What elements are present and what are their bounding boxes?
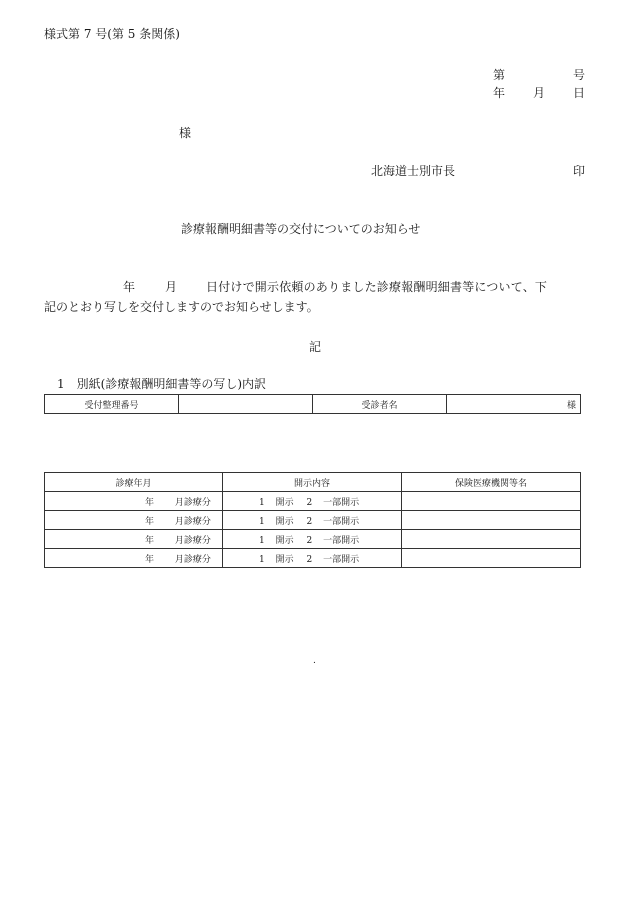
footer-mark: . — [313, 656, 316, 666]
detail-header-row — [45, 473, 581, 492]
table-row — [45, 530, 581, 549]
option-2-label: 一部開示 — [323, 497, 360, 508]
option-2-number: 2 — [306, 554, 313, 565]
body-month: 月 — [165, 280, 178, 294]
body-line1: 日付けで開示依頼のありました診療報酬明細書等について、下 — [206, 280, 548, 294]
row-year: 年 — [145, 516, 155, 527]
row-month-label: 月診療分 — [174, 535, 211, 546]
body-line2: 記のとおり写しを交付しますのでお知らせします。 — [44, 300, 319, 314]
sender-name: 北海道士別市長 — [371, 164, 456, 178]
info-table — [44, 394, 581, 414]
row-year: 年 — [145, 554, 155, 565]
option-1-number: 1 — [259, 497, 265, 508]
table-row — [45, 549, 581, 568]
row-month-label: 月診療分 — [174, 554, 211, 565]
doc-number-dai: 第 — [493, 68, 506, 82]
option-1-label: 開示 — [275, 516, 294, 527]
section1-heading: 1 別紙(診療報酬明細書等の写し)内訳 — [57, 377, 266, 391]
date-year: 年 — [493, 86, 506, 100]
option-2-label: 一部開示 — [323, 535, 360, 546]
header-kaiji-naiyo: 開示内容 — [223, 473, 402, 492]
table-row — [45, 492, 581, 511]
option-2-number: 2 — [306, 497, 313, 508]
option-2-number: 2 — [306, 516, 313, 527]
row-institution-cell[interactable] — [402, 492, 581, 511]
row-institution-cell[interactable] — [402, 511, 581, 530]
addressee-sama: 様 — [179, 126, 192, 140]
receipt-number-label: 受付整理番号 — [45, 395, 179, 414]
sender-seal: 印 — [573, 164, 586, 178]
row-year: 年 — [145, 497, 155, 508]
row-month-label: 月診療分 — [174, 497, 211, 508]
row-disclosure-cell[interactable] — [223, 530, 402, 549]
receipt-number-value[interactable] — [179, 395, 313, 414]
option-1-number: 1 — [259, 516, 265, 527]
option-2-number: 2 — [306, 535, 313, 546]
header-shinryo-nengetsu: 診療年月 — [45, 473, 223, 492]
date-month: 月 — [533, 86, 546, 100]
option-1-number: 1 — [259, 554, 265, 565]
option-1-number: 1 — [259, 535, 265, 546]
patient-name-suffix[interactable]: 様 — [447, 395, 581, 414]
row-year: 年 — [145, 535, 155, 546]
option-1-label: 開示 — [275, 497, 294, 508]
option-1-label: 開示 — [275, 535, 294, 546]
row-month-label: 月診療分 — [174, 516, 211, 527]
document-title: 診療報酬明細書等の交付についてのお知らせ — [181, 222, 421, 236]
row-month-cell[interactable] — [45, 511, 223, 530]
row-month-cell[interactable] — [45, 530, 223, 549]
body-year: 年 — [123, 280, 136, 294]
row-disclosure-cell[interactable] — [223, 511, 402, 530]
row-disclosure-cell[interactable] — [223, 549, 402, 568]
row-institution-cell[interactable] — [402, 549, 581, 568]
form-number: 様式第 7 号(第 5 条関係) — [44, 27, 180, 41]
header-hoken-iryo-kikan: 保険医療機関等名 — [402, 473, 581, 492]
detail-table — [44, 472, 581, 568]
row-month-cell[interactable] — [45, 549, 223, 568]
info-row — [45, 395, 581, 414]
patient-name-label: 受診者名 — [313, 395, 447, 414]
table-row — [45, 511, 581, 530]
option-2-label: 一部開示 — [323, 516, 360, 527]
doc-number-go: 号 — [573, 68, 586, 82]
row-institution-cell[interactable] — [402, 530, 581, 549]
option-2-label: 一部開示 — [323, 554, 360, 565]
row-month-cell[interactable] — [45, 492, 223, 511]
ki-mark: 記 — [309, 340, 322, 354]
row-disclosure-cell[interactable] — [223, 492, 402, 511]
date-day: 日 — [573, 86, 586, 100]
option-1-label: 開示 — [275, 554, 294, 565]
